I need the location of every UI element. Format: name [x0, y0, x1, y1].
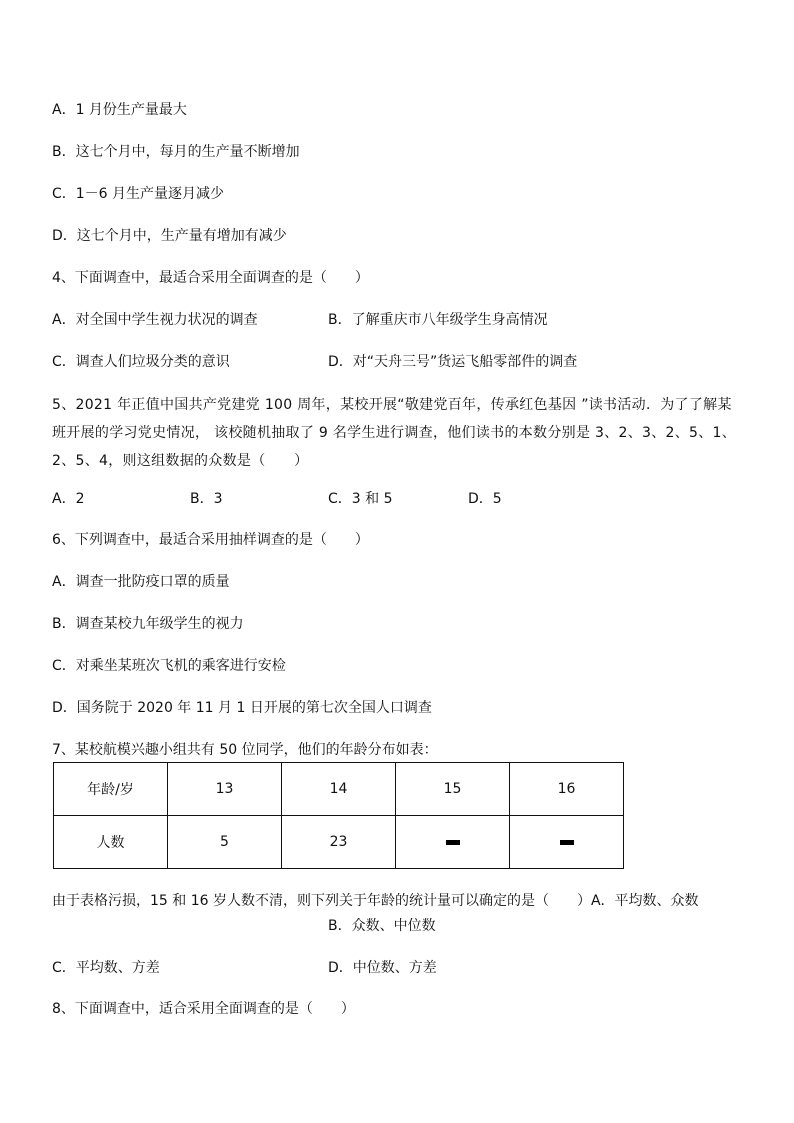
table-header-cell: 年龄/岁	[54, 763, 168, 816]
smudge-mark	[560, 840, 574, 845]
q4-stem: 4、下面调查中，最适合采用全面调查的是（ ）	[52, 270, 369, 286]
q6-option-a: A．调查一批防疫口罩的质量	[52, 574, 230, 590]
q7-option-c: C．平均数、方差	[52, 960, 160, 976]
q3-option-d: D．这七个月中，生产量有增加有减少	[52, 228, 287, 244]
q4-option-d: D．对“天舟三号”货运飞船零部件的调查	[328, 354, 578, 370]
q3-option-b: B．这七个月中，每月的生产量不断增加	[52, 144, 300, 160]
q6-stem: 6、下列调查中，最适合采用抽样调查的是（ ）	[52, 532, 369, 548]
age-distribution-table	[53, 762, 624, 869]
table-row	[54, 816, 624, 869]
q8-stem: 8、下面调查中，适合采用全面调查的是（ ）	[52, 1001, 355, 1017]
table-cell: 15	[396, 763, 510, 816]
q6-option-d: D．国务院于 2020 年 11 月 1 日开展的第七次全国人口调查	[52, 700, 432, 716]
smudge-mark	[446, 840, 460, 845]
q5-option-d: D．5	[468, 491, 502, 507]
table-cell: 16	[510, 763, 624, 816]
table-row	[54, 763, 624, 816]
table-header-cell: 人数	[54, 816, 168, 869]
q5-option-b: B．3	[190, 491, 223, 507]
table-cell: 23	[282, 816, 396, 869]
q7-option-d: D．中位数、方差	[328, 960, 437, 976]
q7-tail: 由于表格污损，15 和 16 岁人数不清，则下列关于年龄的统计量可以确定的是（ ）A．平均数、众数	[52, 893, 699, 909]
q3-option-a: A．1 月份生产量最大	[52, 102, 187, 118]
q4-option-c: C．调查人们垃圾分类的意识	[52, 354, 230, 370]
table-cell: 13	[168, 763, 282, 816]
q7-stem: 7、某校航模兴趣小组共有 50 位同学，他们的年龄分布如表：	[52, 742, 438, 758]
q6-option-b: B．调查某校九年级学生的视力	[52, 616, 244, 632]
q5-option-a: A．2	[52, 491, 85, 507]
q3-option-c: C．1－6 月生产量逐月减少	[52, 186, 225, 202]
table-cell-smudged	[396, 816, 510, 869]
q6-option-c: C．对乘坐某班次飞机的乘客进行安检	[52, 658, 286, 674]
q7-option-b: B．众数、中位数	[328, 918, 436, 934]
q4-option-b: B．了解重庆市八年级学生身高情况	[328, 312, 548, 328]
q5-option-c: C．3 和 5	[328, 491, 393, 507]
table-cell: 14	[282, 763, 396, 816]
table-cell-smudged	[510, 816, 624, 869]
q4-option-a: A．对全国中学生视力状况的调查	[52, 312, 258, 328]
q5-stem: 5、2021 年正值中国共产党建党 100 周年，某校开展“敬建党百年，传承红色基因 ”读书活动．为了了解某班开展的学习党史情况， 该校随机抽取了 9 名学生进行调查，他们读书的本数分别是 3、2、3、2、5、1、2、5、4，则这组数据的众数是（ ）	[52, 397, 737, 469]
table-cell: 5	[168, 816, 282, 869]
